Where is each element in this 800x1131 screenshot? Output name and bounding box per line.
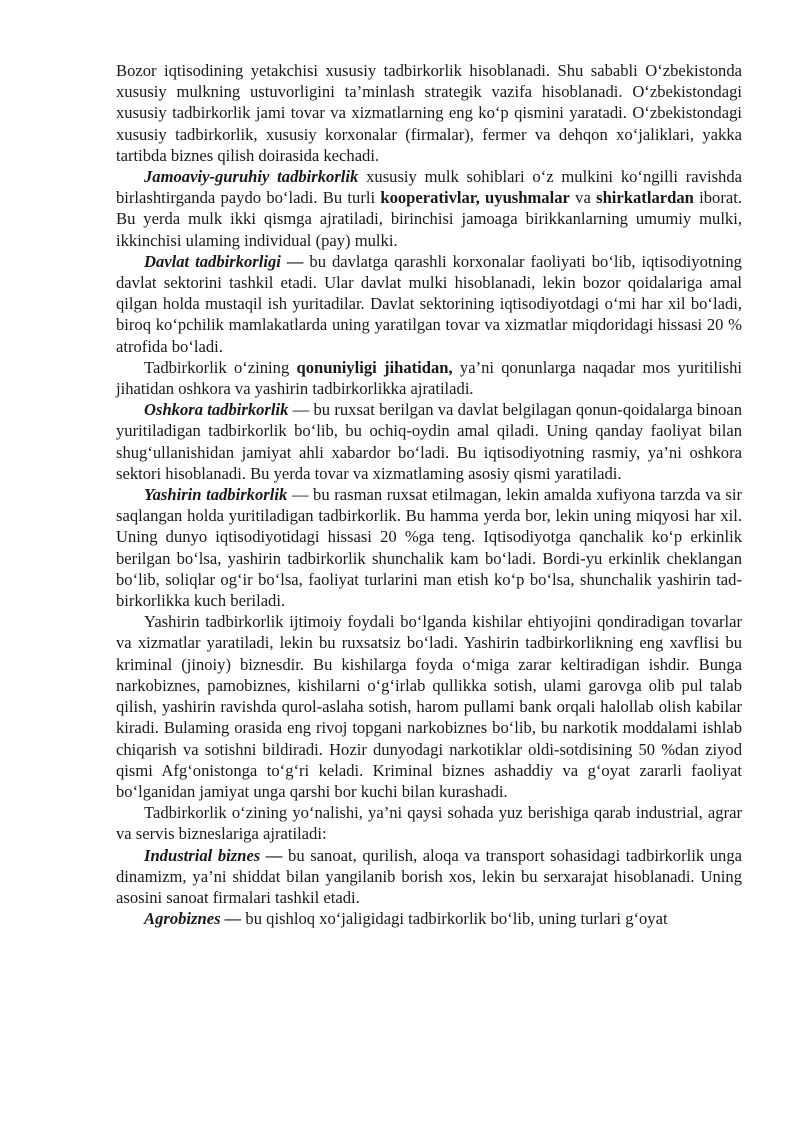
term-agrobiznes: Agrobiznes — [144,909,242,929]
paragraph-2-text-c: iborat. Bu yerda mulk ikki qismga ajratiladi, birinchisi jamoaga birikkanlarning umumiy mulki, ikkinchisi ulaming individual (pay) mulki. [116,188,743,250]
term-kooperativlar: kooperativlar, uyushmalar [380,188,570,208]
term-davlat-tadbirkorligi: Davlat tadbirkorligi — [144,251,304,271]
paragraph-3 [116,251,742,357]
paragraph-10 [116,908,742,929]
paragraph-8-text: Tadbirkorlik o‘zining yo‘nalishi, ya’ni qaysi sohada yuz berishiga qarab industrial, agrar va servis bizneslariga ajratiladi: [116,803,742,844]
paragraph-4-text-a: Tadbirkorlik o‘zining [144,357,297,377]
paragraph-5-text: — bu ruxsat berilgan va davlat belgilagan qonun-qoidalarga binoan yuritiladigan tadbirkorlik bo‘lib, bu ochiq-oydin amal qiladi. Uning qanday faoliyat bilan shug‘ullanishidan jamiyat ahli xabardor bo‘ladi. Bu iqtisodiyotning rasmiy, ya’ni oshkora sektori hisoblanadi. Bu yerda tovar va xizmatlaming asosiy qismi yaratiladi. [116,400,742,483]
paragraph-2 [116,166,742,251]
paragraph-4 [116,357,742,399]
paragraph-2-text-a: xususiy mulk sohiblari o‘z mulkini ko‘ngilli ravishda birlashtirganda paydo bo‘ladi. Bu turli [116,167,742,208]
paragraph-7-text: Yashirin tadbirkorlik ijtimoiy foydali bo‘lganda kishilar ehtiyojini qondiradigan tovarlar va xizmatlar yaratiladi, lekin bu ruxsatsiz bo‘ladi. Yashirin tadbirkorlikning eng xavflisi bu kriminal (jinoiy) biznesdir. Bu kishilarga foyda o‘miga zarar keltiradigan ishdir. Bunga narkobiznes, pamobiznes, kishilarni o‘g‘irlab qullikka sotish, ulami garovga olib pul talab qilish, yashirin ravishda qurol-aslaha sotish, harom pullami bank orqali halollab olish kabilar kiradi. Bulaming orasida eng rivoj topgani narkobiznes bo‘lib, bu narkotik moddalami ishlab chiqarish va sotishni bildiradi. Hozir dunyodagi narkotiklar oldi-sotdisining 50 %dan ziyod qismi Afg‘onistonga to‘g‘ri keladi. Kriminal biznes ashaddiy va g‘oyat zararli faoliyat bo‘lganidan jamiyat unga qarshi bor kuchi bilan kurashadi. [116,612,742,801]
paragraph-10-text: bu qishloq xo‘jaligidagi tadbirkorlik bo‘lib, uning turlari g‘oyat [241,909,668,929]
paragraph-8 [116,802,742,844]
paragraph-1-text: Bozor iqtisodining yetakchisi xususiy tadbirkorlik hisoblanadi. Shu sababli O‘zbekistonda xususiy mulkning ustuvorligini ta’minlash strategik vazifa hisoblanadi. O‘zbekistondagi xususiy tadbirkorlik jami tovar va xizmatlarning eng ko‘p qismini yaratadi. O‘zbekistondagi xususiy tadbirkorlik, xususiy korxonalar (firmalar), fermer va dehqon xo‘jaliklari, yakka tartibda biznes qilish doirasida kechadi. [116,61,742,165]
term-jamoaviy-guruhiy: Jamoaviy-guruhiy tadbirkorlik [144,167,359,187]
paragraph-1 [116,60,742,166]
paragraph-6 [116,484,742,611]
paragraph-9 [116,845,742,909]
paragraph-3-text: bu davlatga qarashli korxonalar faoliyati bo‘lib, iqtisodiyotning davlat sektorini tashkil etadi. Ular davlat mulki hisoblanadi, lekin bozor qoidalariga amal qilgan holda mustaqil ish yuritadilar. Davlat sektorining iqtisodiyotdagi o‘mi har xil bo‘ladi, biroq ko‘pchilik mamlakatlarda uning yaratilgan tovar va xizmatlar miqdoridagi hissasi 20 % atrofida bo‘ladi. [116,251,742,356]
term-yashirin-tadbirkorlik: Yashirin tadbirkorlik [144,485,288,505]
document-page [116,60,742,929]
term-qonuniyligi: qonuniyligi jihatidan, [296,357,453,377]
paragraph-5 [116,399,742,484]
paragraph-7 [116,611,742,802]
paragraph-6-text: — bu rasman ruxsat etilmagan, lekin amalda xufiyona tarzda va sir saqlangan holda yuritiladigan tadbirkorlik. Bu hamma yerda bor, lekin uning miqyosi har xil. Uning dunyo iqtisodiyotidagi hissasi 20 %ga teng. Iqtisodiyotga qanchalik ko‘p erkinlik berilgan bo‘lsa, yashirin tadbirkorlik shunchalik kam bo‘ladi. Bordi-yu erkinlik cheklangan bo‘lib, soliqlar og‘ir bo‘lsa, faoliyat turlarini man etish ko‘p bo‘lsa, shunchalik yashirin tad- birkorlikka kuch beriladi. [116,485,742,611]
term-industrial-biznes: Industrial biznes — [144,845,283,865]
term-shirkatlardan: shirkatlardan [596,188,694,208]
paragraph-2-text-b: va [569,188,597,208]
term-oshkora-tadbirkorlik: Oshkora tadbirkorlik [144,400,289,420]
paragraph-4-text-b: ya’ni qonunlarga naqadar mos yuritilishi jihatidan oshkora va yashirin tadbirkorlikka ajratiladi. [116,357,742,399]
paragraph-9-text: bu sanoat, qurilish, aloqa va transport sohasidagi tadbirkorlik unga dinamizm, ya’ni shiddat bilan yangilanib borish xos, lekin bu serxarajat hisoblanadi. Uning asosini sanoat firmalari tashkil etadi. [116,845,742,907]
